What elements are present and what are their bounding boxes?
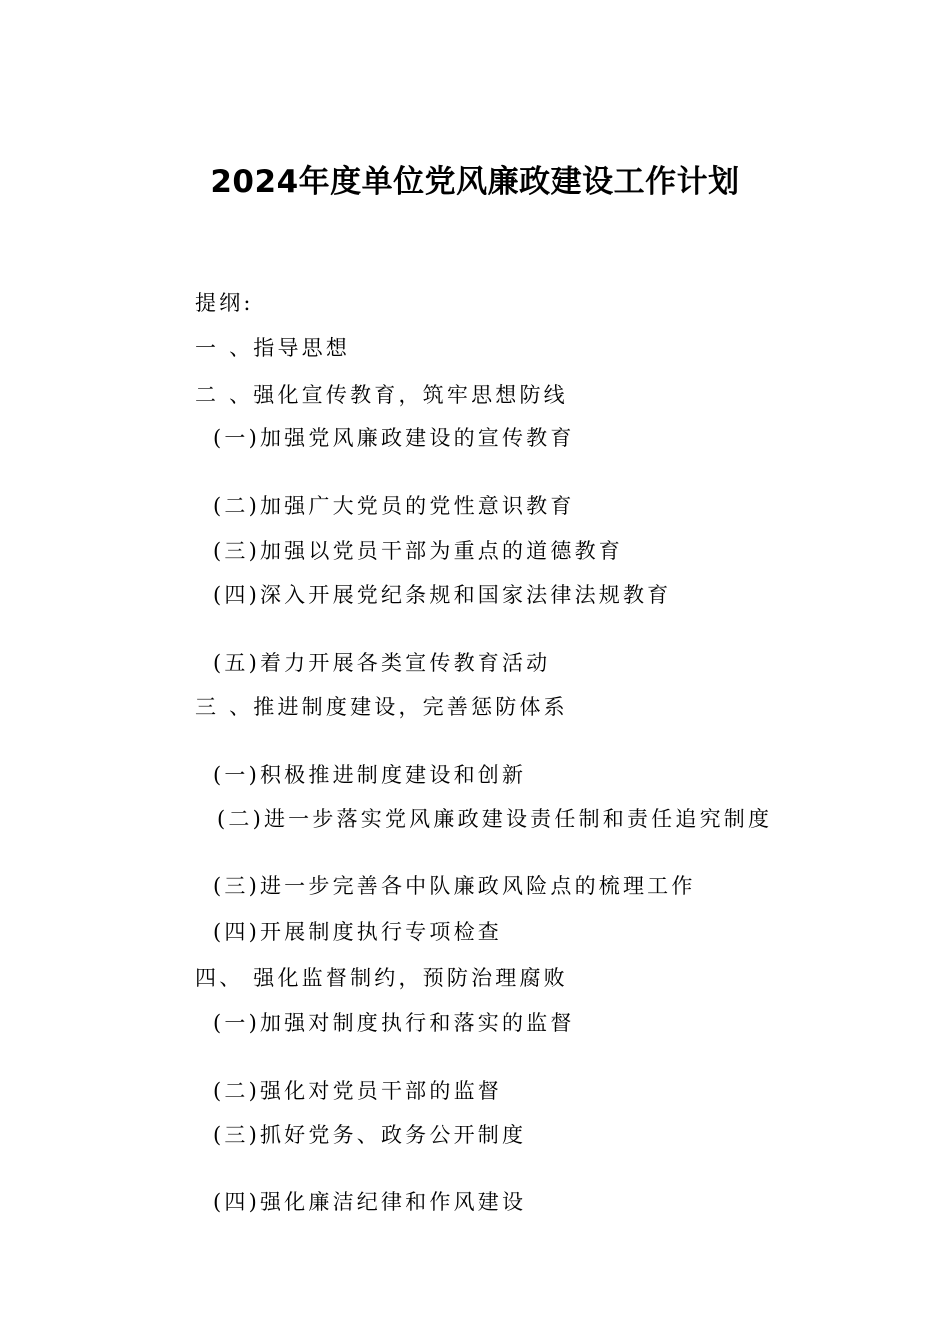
outline-item: (四)强化廉洁纪律和作风建设 (213, 1190, 527, 1214)
outline-item: (二)加强广大党员的党性意识教育 (213, 494, 575, 518)
outline-label: 提纲: (195, 291, 254, 315)
outline-section-4: 四、 强化监督制约，预防治理腐败 (195, 966, 568, 990)
outline-item: (三)进一步完善各中队廉政风险点的梳理工作 (213, 874, 696, 898)
outline-item: (一)加强对制度执行和落实的监督 (213, 1011, 575, 1035)
outline-item: (五)着力开展各类宣传教育活动 (213, 651, 551, 675)
outline-item: (一)加强党风廉政建设的宣传教育 (213, 426, 575, 450)
outline-section-2: 二 、强化宣传教育，筑牢思想防线 (195, 383, 568, 407)
outline-section-1: 一 、指导思想 (195, 336, 351, 360)
outline-item: (二)进一步落实党风廉政建设责任制和责任追究制度 (217, 807, 773, 831)
outline-section-3: 三 、推进制度建设，完善惩防体系 (195, 695, 568, 719)
outline-item: (一)积极推进制度建设和创新 (213, 763, 527, 787)
document-title: 2024年度单位党风廉政建设工作计划 (210, 164, 740, 200)
outline-item: (三)抓好党务、政务公开制度 (213, 1123, 527, 1147)
outline-item: (四)深入开展党纪条规和国家法律法规教育 (213, 583, 672, 607)
outline-item: (四)开展制度执行专项检查 (213, 920, 502, 944)
outline-item: (三)加强以党员干部为重点的道德教育 (213, 539, 623, 563)
outline-item: (二)强化对党员干部的监督 (213, 1079, 502, 1103)
